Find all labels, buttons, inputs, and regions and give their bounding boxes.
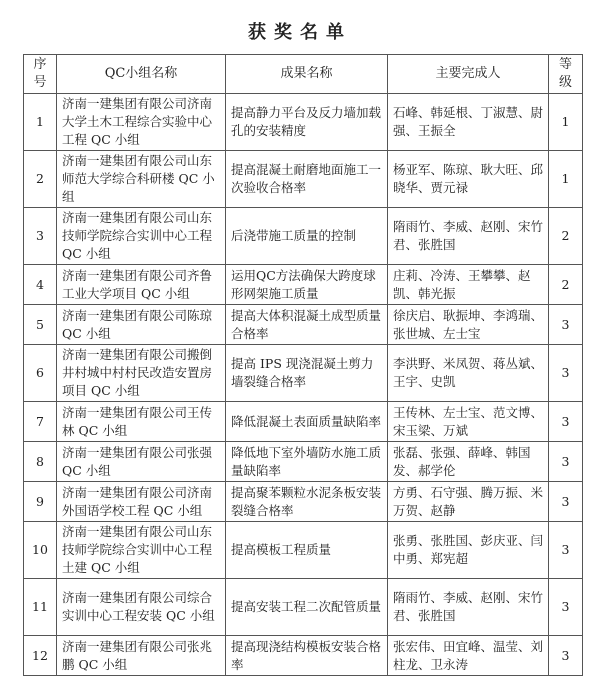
row-number: 5 <box>24 305 57 345</box>
table-row <box>24 579 583 636</box>
row-number: 10 <box>24 522 57 579</box>
main-contributors: 隋雨竹、李威、赵刚、宋竹君、张胜国 <box>388 579 549 636</box>
award-grade: 3 <box>549 522 583 579</box>
row-number: 11 <box>24 579 57 636</box>
group-name: 济南一建集团有限公司张兆鹏 QC 小组 <box>57 636 226 676</box>
table-row <box>24 482 583 522</box>
award-grade: 3 <box>549 442 583 482</box>
group-name: 济南一建集团有限公司山东师范大学综合科研楼 QC 小组 <box>57 151 226 208</box>
main-contributors: 隋雨竹、李威、赵刚、宋竹君、张胜国 <box>388 208 549 265</box>
result-name: 提高模板工程质量 <box>226 522 388 579</box>
row-number: 1 <box>24 94 57 151</box>
table-row <box>24 208 583 265</box>
group-name: 济南一建集团有限公司王传林 QC 小组 <box>57 402 226 442</box>
main-contributors: 张宏伟、田宜峰、温莹、刘柱龙、卫永涛 <box>388 636 549 676</box>
result-name: 提高安装工程二次配管质量 <box>226 579 388 636</box>
group-name: 济南一建集团有限公司山东技师学院综合实训中心工程土建 QC 小组 <box>57 522 226 579</box>
main-contributors: 方勇、石守强、腾万振、米万贺、赵静 <box>388 482 549 522</box>
result-name: 提高静力平台及反力墙加载孔的安装精度 <box>226 94 388 151</box>
award-grade: 3 <box>549 402 583 442</box>
header-no: 序号 <box>24 55 57 94</box>
result-name: 降低地下室外墙防水施工质量缺陷率 <box>226 442 388 482</box>
award-grade: 3 <box>549 482 583 522</box>
page-title: 获奖名单 <box>248 22 352 43</box>
result-name: 运用QC方法确保大跨度球形网架施工质量 <box>226 265 388 305</box>
header-group: QC小组名称 <box>57 55 226 94</box>
header-grade: 等级 <box>549 55 583 94</box>
main-contributors: 张磊、张强、薛峰、韩国发、郝学伦 <box>388 442 549 482</box>
row-number: 3 <box>24 208 57 265</box>
header-people: 主要完成人 <box>388 55 549 94</box>
table-row <box>24 402 583 442</box>
table-row <box>24 442 583 482</box>
group-name: 济南一建集团有限公司济南外国语学校工程 QC 小组 <box>57 482 226 522</box>
award-grade: 1 <box>549 151 583 208</box>
main-contributors: 庄莉、冷涛、王攀攀、赵凯、韩光振 <box>388 265 549 305</box>
result-name: 提高 IPS 现浇混凝土剪力墙裂缝合格率 <box>226 345 388 402</box>
table-row <box>24 305 583 345</box>
table-row <box>24 94 583 151</box>
award-grade: 2 <box>549 265 583 305</box>
award-table <box>23 54 583 676</box>
result-name: 提高聚苯颗粒水泥条板安装裂缝合格率 <box>226 482 388 522</box>
result-name: 降低混凝土表面质量缺陷率 <box>226 402 388 442</box>
main-contributors: 石峰、韩延根、丁淑慧、尉强、王振全 <box>388 94 549 151</box>
main-contributors: 王传林、左士宝、范文博、宋玉梁、万斌 <box>388 402 549 442</box>
group-name: 济南一建集团有限公司山东技师学院综合实训中心工程 QC 小组 <box>57 208 226 265</box>
group-name: 济南一建集团有限公司搬倒井村城中村村民改造安置房项目 QC 小组 <box>57 345 226 402</box>
row-number: 4 <box>24 265 57 305</box>
group-name: 济南一建集团有限公司综合实训中心工程安装 QC 小组 <box>57 579 226 636</box>
table-header <box>24 55 583 94</box>
main-contributors: 徐庆启、耿振坤、李鸿瑞、张世城、左士宝 <box>388 305 549 345</box>
result-name: 后浇带施工质量的控制 <box>226 208 388 265</box>
main-contributors: 杨亚军、陈琼、耿大旺、邱晓华、贾元禄 <box>388 151 549 208</box>
award-grade: 3 <box>549 305 583 345</box>
group-name: 济南一建集团有限公司齐鲁工业大学项目 QC 小组 <box>57 265 226 305</box>
result-name: 提高混凝土耐磨地面施工一次验收合格率 <box>226 151 388 208</box>
group-name: 济南一建集团有限公司张强 QC 小组 <box>57 442 226 482</box>
result-name: 提高现浇结构模板安装合格率 <box>226 636 388 676</box>
row-number: 2 <box>24 151 57 208</box>
row-number: 7 <box>24 402 57 442</box>
group-name: 济南一建集团有限公司陈琼 QC 小组 <box>57 305 226 345</box>
main-contributors: 李洪野、米凤贺、蒋丛斌、王宇、史凯 <box>388 345 549 402</box>
award-grade: 3 <box>549 345 583 402</box>
table-row <box>24 636 583 676</box>
header-result: 成果名称 <box>226 55 388 94</box>
main-contributors: 张勇、张胜国、彭庆亚、闫中勇、郑宪超 <box>388 522 549 579</box>
table-row <box>24 265 583 305</box>
row-number: 12 <box>24 636 57 676</box>
row-number: 9 <box>24 482 57 522</box>
table-row <box>24 151 583 208</box>
table-row <box>24 522 583 579</box>
result-name: 提高大体积混凝土成型质量合格率 <box>226 305 388 345</box>
award-grade: 3 <box>549 579 583 636</box>
row-number: 6 <box>24 345 57 402</box>
award-grade: 2 <box>549 208 583 265</box>
table-row <box>24 345 583 402</box>
award-grade: 3 <box>549 636 583 676</box>
group-name: 济南一建集团有限公司济南大学土木工程综合实验中心工程 QC 小组 <box>57 94 226 151</box>
row-number: 8 <box>24 442 57 482</box>
award-grade: 1 <box>549 94 583 151</box>
